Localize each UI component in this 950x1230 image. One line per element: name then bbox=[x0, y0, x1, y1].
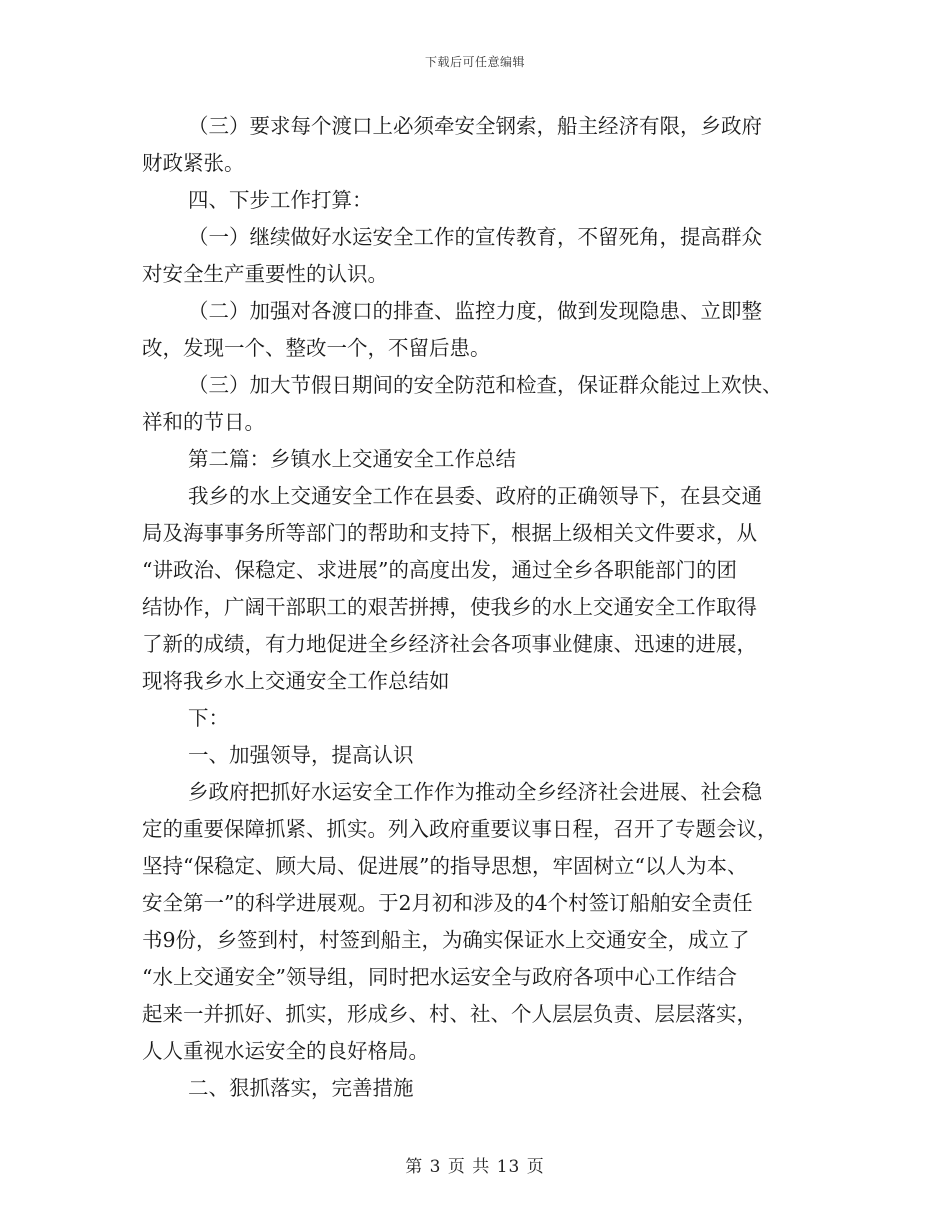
section-heading: 四、下步工作打算： bbox=[188, 188, 373, 212]
text-line: 结协作，广阔干部职工的艰苦拼搏，使我乡的水上交通安全工作取得 bbox=[142, 595, 757, 619]
chapter-heading: 第二篇：乡镇水上交通安全工作总结 bbox=[188, 447, 516, 471]
text-line: “讲政治、保稳定、求进展”的高度出发，通过全乡各职能部门的团 bbox=[142, 558, 737, 582]
section-heading: 二、狠抓落实，完善措施 bbox=[188, 1076, 414, 1100]
text-line: 改，发现一个、整改一个，不留后患。 bbox=[142, 336, 491, 360]
text-line: 财政紧张。 bbox=[142, 151, 245, 175]
text-line: （二）加强对各渡口的排查、监控力度，做到发现隐患、立即整 bbox=[188, 299, 762, 323]
text-line: （三）要求每个渡口上必须牵安全钢索，船主经济有限，乡政府 bbox=[188, 114, 762, 138]
text-line: 了新的成绩，有力地促进全乡经济社会各项事业健康、迅速的进展， bbox=[142, 632, 757, 656]
text-line: 坚持“保稳定、顾大局、促进展”的指导思想，牢固树立“以人为本、 bbox=[142, 854, 748, 878]
text-line: 现将我乡水上交通安全工作总结如 bbox=[142, 669, 450, 693]
text-line: 起来一并抓好、抓实，形成乡、村、社、个人层层负责、层层落实， bbox=[142, 1002, 757, 1026]
text-line: （三）加大节假日期间的安全防范和检查，保证群众能过上欢快、 bbox=[188, 373, 783, 397]
text-line: 祥和的节日。 bbox=[142, 410, 265, 434]
text-line: 下： bbox=[188, 706, 229, 730]
text-line: 我乡的水上交通安全工作在县委、政府的正确领导下，在县交通 bbox=[188, 484, 762, 508]
page-header: 下载后可任意编辑 bbox=[424, 55, 525, 69]
text-line: （一）继续做好水运安全工作的宣传教育，不留死角，提高群众 bbox=[188, 225, 762, 249]
text-line: 人人重视水运安全的良好格局。 bbox=[142, 1039, 429, 1063]
text-line: 局及海事事务所等部门的帮助和支持下，根据上级相关文件要求，从 bbox=[142, 521, 757, 545]
text-line: 乡政府把抓好水运安全工作作为推动全乡经济社会进展、社会稳 bbox=[188, 780, 762, 804]
section-heading: 一、加强领导，提高认识 bbox=[188, 743, 414, 767]
text-line: 定的重要保障抓紧、抓实。列入政府重要议事日程，召开了专题会议， bbox=[142, 817, 778, 841]
text-line: 对安全生产重要性的认识。 bbox=[142, 262, 388, 286]
text-line: “水上交通安全”领导组，同时把水运安全与政府各项中心工作结合 bbox=[142, 965, 737, 989]
document-body bbox=[142, 108, 812, 1107]
text-line: 书9份，乡签到村，村签到船主，为确实保证水上交通安全，成立了 bbox=[142, 928, 750, 952]
text-line: 安全第一”的科学进展观。于2月初和涉及的4个村签订船舶安全责任 bbox=[142, 891, 753, 915]
page-footer: 第 3 页 共 13 页 bbox=[405, 1157, 545, 1177]
